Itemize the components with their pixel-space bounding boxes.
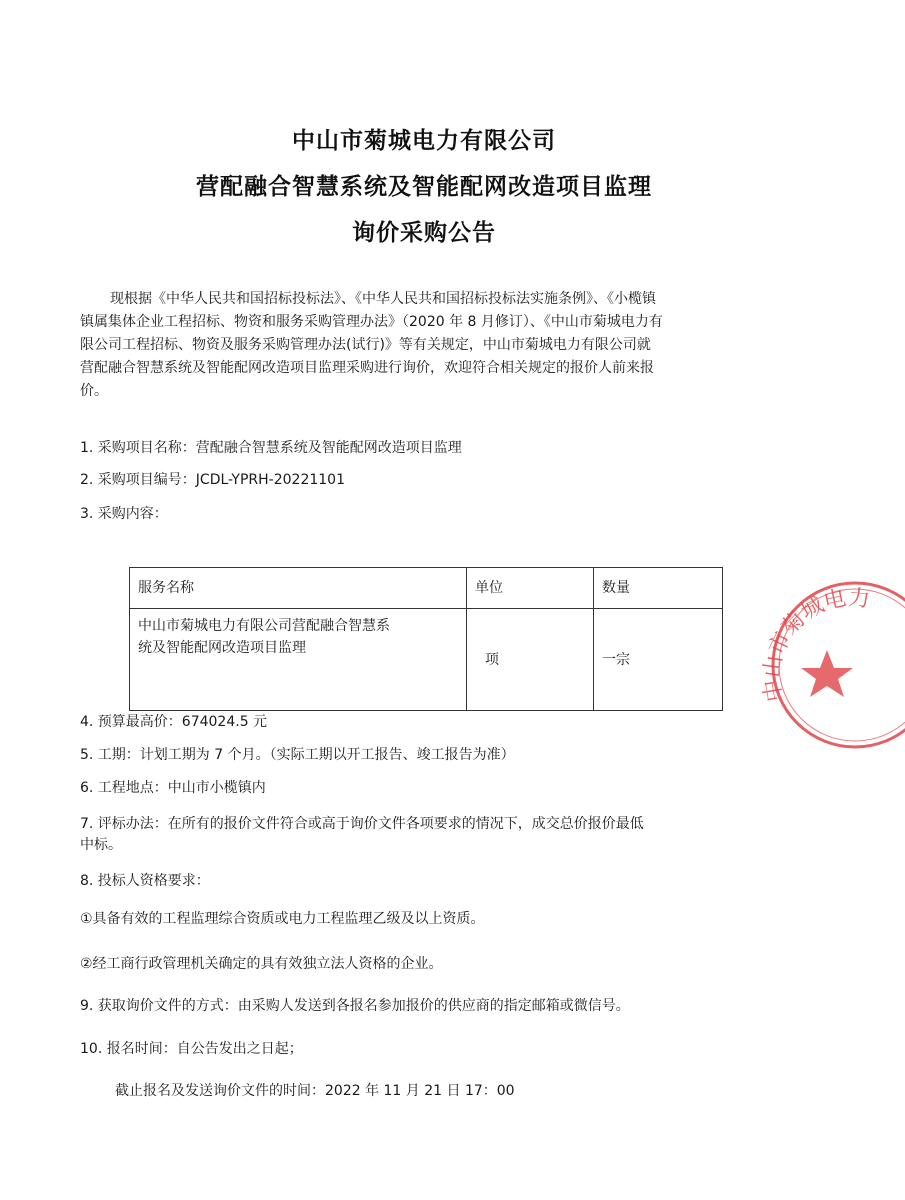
item-project-code: 2. 采购项目编号：JCDL-YPRH-20221101 [80,472,345,488]
item-acquire-method: 9. 获取询价文件的方式：由采购人发送到各报名参加报价的供应商的指定邮箱或微信号。 [80,998,630,1014]
project-title: 营配融合智慧系统及智能配网改造项目监理 [196,174,652,200]
notice-title: 询价采购公告 [352,220,496,246]
service-table [129,567,723,711]
qualification-2: ②经工商行政管理机关确定的具有效独立法人资格的企业。 [80,956,443,972]
company-seal [755,580,905,750]
intro-line-2: 镇属集体企业工程招标、物资和服务采购管理办法》（2020 年 8 月修订）、《中山市菊城电力有 [80,314,663,330]
service-name-line-2: 统及智能配网改造项目监理 [138,640,306,656]
company-title: 中山市菊城电力有限公司 [292,128,556,154]
item-project-name: 1. 采购项目名称：营配融合智慧系统及智能配网改造项目监理 [80,440,462,456]
cell-unit: 项 [467,609,594,711]
item-evaluation: 7. 评标办法：在所有的报价文件符合或高于询价文件各项要求的情况下，成交总价报价最低 [80,816,644,832]
header-quantity: 数量 [594,568,723,609]
intro-line-3: 限公司工程招标、物资及服务采购管理办法(试行)》等有关规定，中山市菊城电力有限公司就 [80,337,651,353]
header-unit: 单位 [467,568,594,609]
qualification-1: ①具备有效的工程监理综合资质或电力工程监理乙级及以上资质。 [80,911,485,927]
item-qualification: 8. 投标人资格要求： [80,873,210,889]
intro-line-1: 现根据《中华人民共和国招标投标法》、《中华人民共和国招标投标法实施条例》、《小榄镇 [110,291,656,307]
item-registration-time: 10. 报名时间：自公告发出之日起； [80,1041,303,1057]
item-duration: 5. 工期：计划工期为 7 个月。（实际工期以开工报告、竣工报告为准） [80,747,515,763]
table-header-row [130,568,723,609]
seal-text: 中山市菊城电力 [759,585,872,704]
item-deadline: 截止报名及发送询价文件的时间：2022 年 11 月 21 日 17：00 [115,1083,515,1099]
cell-quantity: 一宗 [594,609,723,711]
item-evaluation-cont: 中标。 [80,837,122,853]
service-name-line-1: 中山市菊城电力有限公司营配融合智慧系 [138,618,390,634]
intro-line-4: 营配融合智慧系统及智能配网改造项目监理采购进行询价，欢迎符合相关规定的报价人前来报 [80,360,654,376]
cell-service-name [130,609,467,711]
header-service-name: 服务名称 [130,568,467,609]
table-row [130,609,723,711]
item-budget: 4. 预算最高价：674024.5 元 [80,714,268,730]
item-content: 3. 采购内容： [80,506,168,522]
intro-line-5: 价。 [80,383,108,399]
item-location: 6. 工程地点：中山市小榄镇内 [80,780,266,796]
